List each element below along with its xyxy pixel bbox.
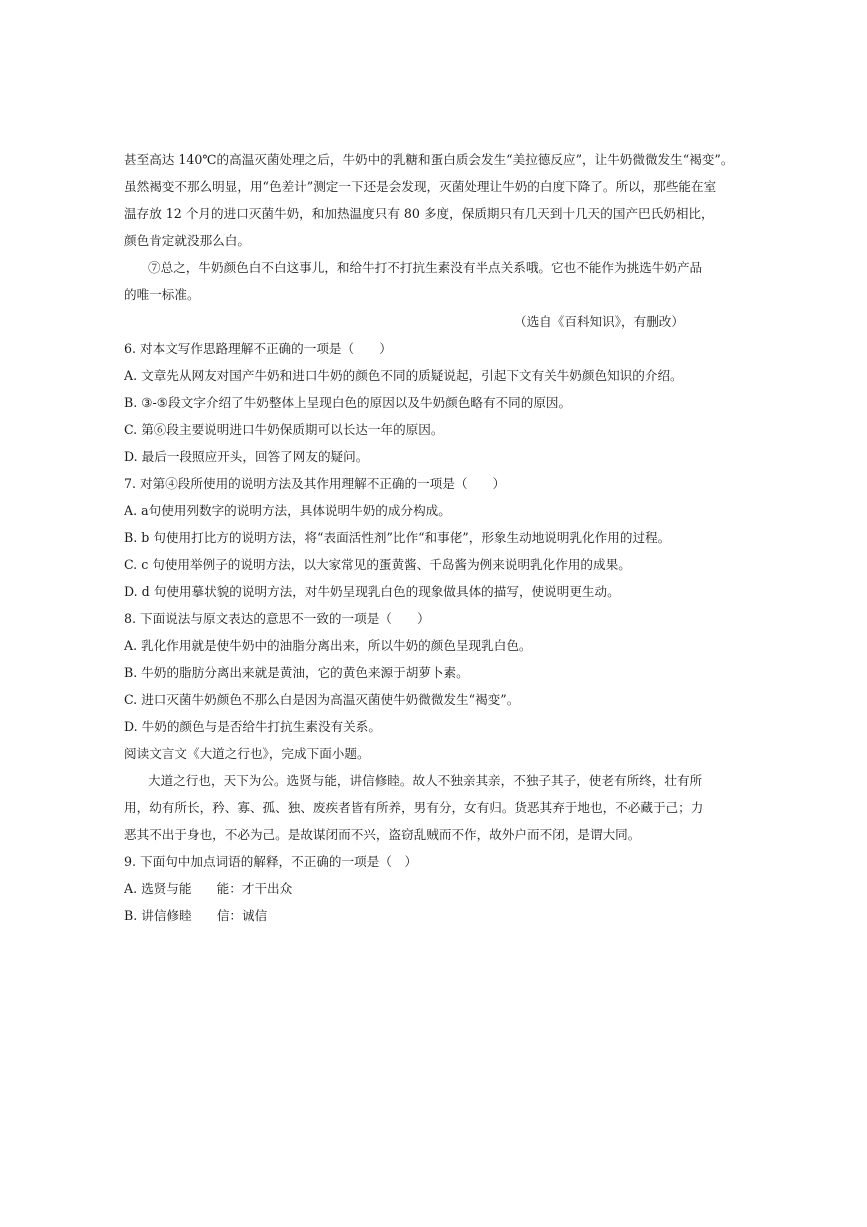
classical-text-line: 用，幼有所长，矜、寡、孤、独、废疾者皆有所养，男有分，女有归。货恶其弃于地也，不必藏于己；力 (124, 800, 704, 815)
paragraph-7-line: 的唯一标准。 (124, 287, 200, 302)
passage-line: 甚至高达 140℃的高温灭菌处理之后，牛奶中的乳糖和蛋白质会发生“美拉德反应”，让牛奶微微发生“褐变”。 (124, 152, 734, 167)
question-7-option: B. b 句使用打比方的说明方法，将“表面活性剂”比作“和事佬”，形象生动地说明乳化作用的过程。 (124, 530, 671, 545)
question-8-option: A. 乳化作用就是使牛奶中的油脂分离出来，所以牛奶的颜色呈现乳白色。 (124, 638, 532, 653)
question-6-option: B. ③-⑤段文字介绍了牛奶整体上呈现白色的原因以及牛奶颜色略有不同的原因。 (124, 395, 572, 410)
classical-text-line: 恶其不出于身也，不必为己。是故谋闭而不兴，盗窃乱贼而不作，故外户而不闭，是谓大同。 (124, 827, 641, 842)
question-8-option: B. 牛奶的脂肪分离出来就是黄油，它的黄色来源于胡萝卜素。 (124, 665, 469, 680)
question-7-option: C. c 句使用举例子的说明方法，以大家常见的蛋黄酱、千岛酱为例来说明乳化作用的成果。 (124, 557, 631, 572)
question-8-option: C. 进口灭菌牛奶颜色不那么白是因为高温灭菌使牛奶微微发生“褐变”。 (124, 692, 520, 707)
paragraph-7-line: ⑦总之，牛奶颜色白不白这事儿，和给牛打不打抗生素没有半点关系哦。它也不能作为挑选牛奶产品 (148, 260, 703, 275)
question-6-stem: 6. 对本文写作思路理解不正确的一项是（ ） (124, 341, 392, 356)
question-8-stem: 8. 下面说法与原文表达的意思不一致的一项是（ ） (124, 611, 430, 626)
passage-line: 温存放 12 个月的进口灭菌牛奶，和加热温度只有 80 多度，保质期只有几天到十几天的国产巴氏奶相比， (124, 206, 714, 221)
question-9-option: B. 讲信修睦 信：诚信 (124, 908, 268, 923)
question-6-option: C. 第⑥段主要说明进口牛奶保质期可以长达一年的原因。 (124, 422, 444, 437)
question-9-option: A. 选贤与能 能：才干出众 (124, 881, 293, 896)
classical-text-line: 大道之行也，天下为公。选贤与能，讲信修睦。故人不独亲其亲，不独子其子，使老有所终，壮有所 (148, 773, 703, 788)
question-8-option: D. 牛奶的颜色与是否给牛打抗生素没有关系。 (124, 719, 381, 734)
passage-line: 虽然褐变不那么明显，用“色差计”测定一下还是会发现，灭菌处理让牛奶的白度下降了。所以，那些能在室 (124, 179, 717, 194)
question-6-option: D. 最后一段照应开头，回答了网友的疑问。 (124, 449, 369, 464)
question-9-stem: 9. 下面句中加点词语的解释，不正确的一项是（ ） (124, 854, 418, 869)
question-6-option: A. 文章先从网友对国产牛奶和进口牛奶的颜色不同的质疑说起，引起下文有关牛奶颜色知识的介绍。 (124, 368, 683, 383)
classical-intro: 阅读文言文《大道之行也》，完成下面小题。 (124, 746, 370, 761)
question-7-stem: 7. 对第④段所使用的说明方法及其作用理解不正确的一项是（ ） (124, 476, 506, 491)
source-note: （选自《百科知识》，有删改） (513, 314, 684, 329)
passage-line: 颜色肯定就没那么白。 (124, 233, 250, 248)
question-7-option: D. d 句使用摹状貌的说明方法，对牛奶呈现乳白色的现象做具体的描写，使说明更生动。 (124, 584, 620, 599)
question-7-option: A. a句使用列数字的说明方法，具体说明牛奶的成分构成。 (124, 503, 451, 518)
